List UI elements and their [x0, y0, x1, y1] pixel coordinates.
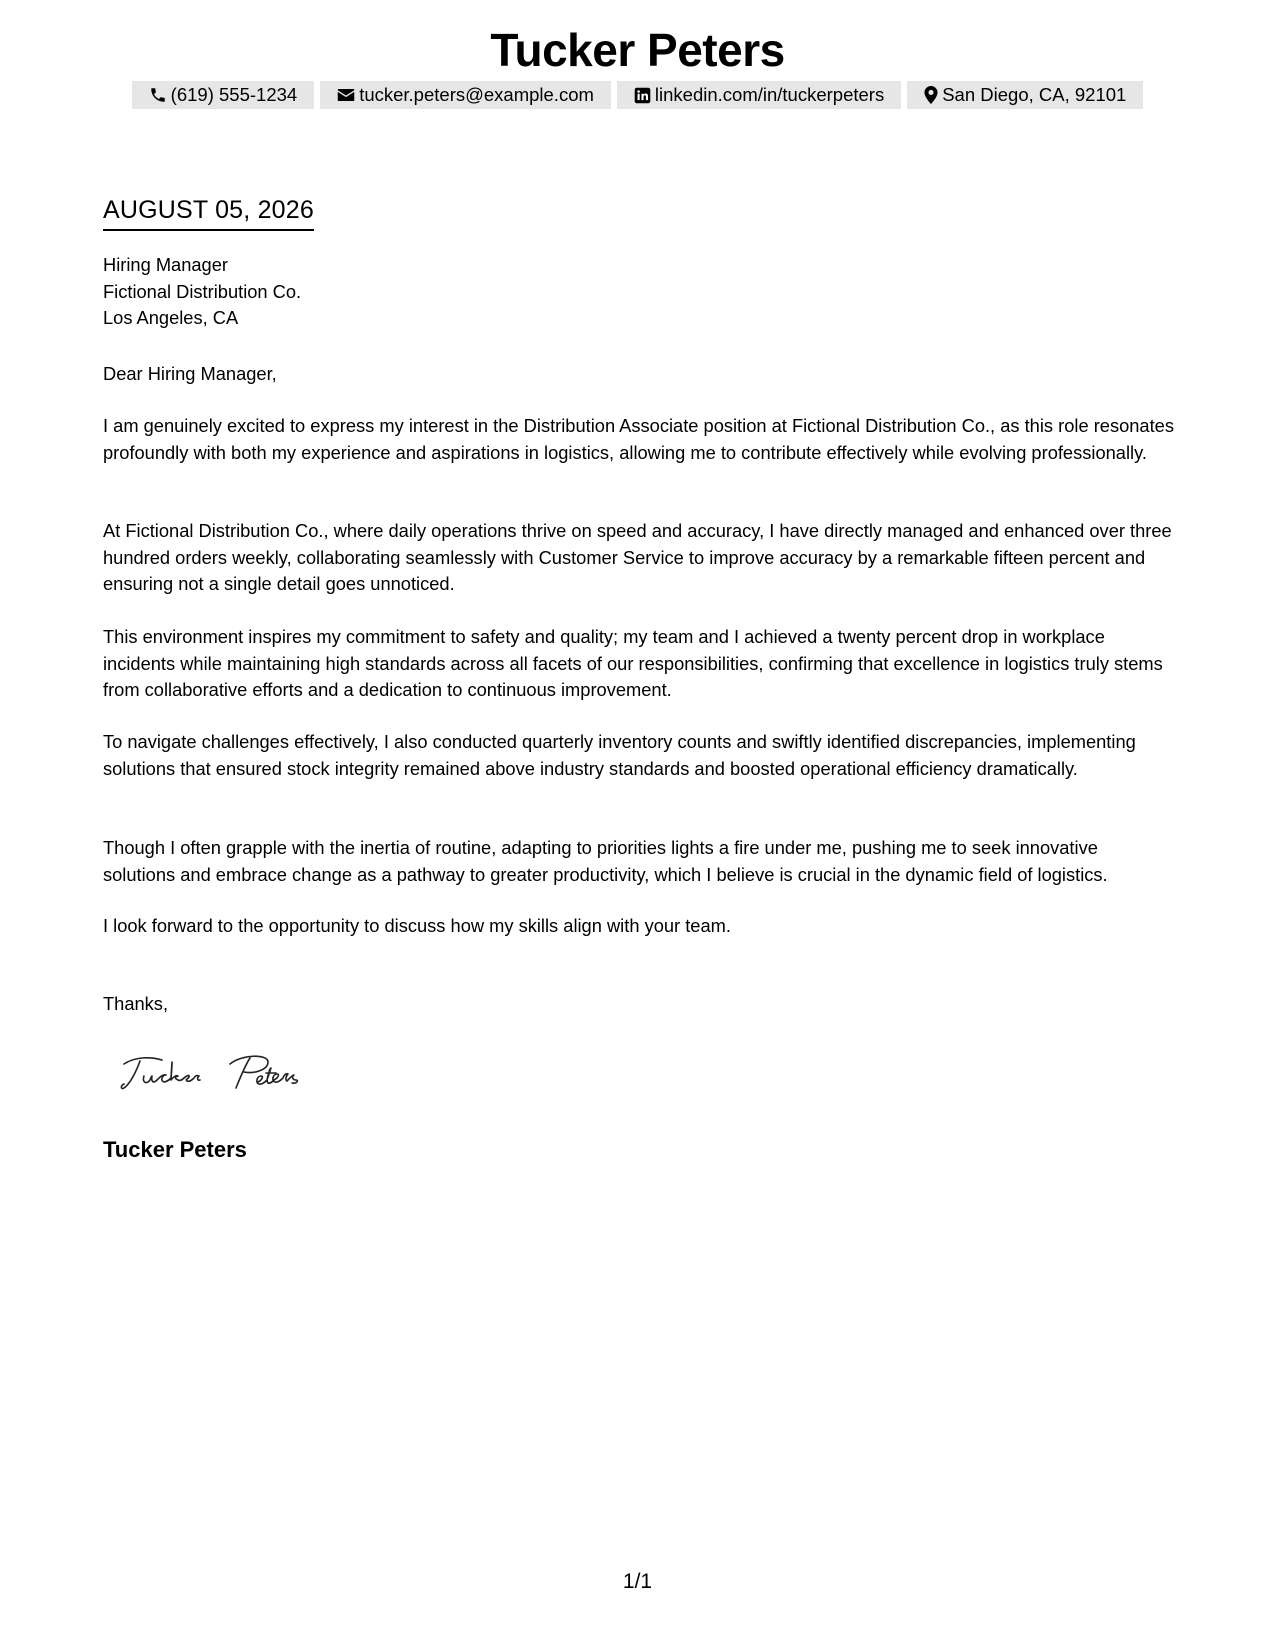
- letter-paragraph: I am genuinely excited to express my interest in the Distribution Associate position at Fictional Distribution Co., as this role resonates profoundly with both my experience and aspirations in logistics, allowing me to contribute effectively while evolving professionally.: [103, 415, 1174, 463]
- recipient-location: Los Angeles, CA: [103, 307, 239, 328]
- contact-linkedin[interactable]: [617, 81, 901, 109]
- recipient-title: Hiring Manager: [103, 254, 228, 275]
- contact-phone[interactable]: [132, 81, 315, 109]
- contact-location[interactable]: [907, 81, 1143, 109]
- applicant-name-heading: Tucker Peters: [490, 24, 785, 76]
- signature-image: [118, 1050, 348, 1100]
- contact-linkedin-text: linkedin.com/in/tuckerpeters: [654, 84, 885, 105]
- linkedin-icon: [634, 87, 651, 104]
- recipient-company: Fictional Distribution Co.: [103, 280, 302, 302]
- signed-name: Tucker Peters: [103, 1137, 247, 1162]
- phone-icon: [149, 86, 167, 104]
- page-number: 1/1: [622, 1570, 653, 1593]
- salutation: Dear Hiring Manager,: [103, 363, 277, 384]
- map-marker-icon: [924, 86, 938, 104]
- recipient-block: [103, 252, 1175, 332]
- letter-paragraph: To navigate challenges effectively, I also conducted quarterly inventory counts and swiftly identified discrepancies, implementing solutions that ensured stock integrity remained above industry standards and boosted operational efficiency dramatically.: [103, 731, 1136, 779]
- contact-email[interactable]: [320, 81, 611, 109]
- contact-email-text: tucker.peters@example.com: [359, 84, 594, 105]
- letter-paragraph: I look forward to the opportunity to discuss how my skills align with your team.: [103, 915, 731, 936]
- contact-phone-text: (619) 555-1234: [170, 84, 298, 105]
- envelope-icon: [337, 87, 355, 103]
- letter-paragraph: This environment inspires my commitment to safety and quality; my team and I achieved a twenty percent drop in workplace incidents while maintaining high standards across all facets of our responsibilities, confirming that excellence in logistics truly stems from collaborative efforts and a dedication to continuous improvement.: [103, 626, 1163, 700]
- closing: Thanks,: [103, 993, 169, 1014]
- letter-paragraph: Though I often grapple with the inertia of routine, adapting to priorities lights a fire under me, pushing me to seek innovative solutions and embrace change as a pathway to greater productivity, which I believe is crucial in the dynamic field of logistics.: [103, 837, 1108, 885]
- letter-paragraph: At Fictional Distribution Co., where daily operations thrive on speed and accuracy, I have directly managed and enhanced over three hundred orders weekly, collaborating seamlessly with Customer Service to improve accuracy by a remarkable fifteen percent and ensuring not a single detail goes unnoticed.: [103, 520, 1172, 594]
- letter-date: AUGUST 05, 2026: [103, 194, 314, 231]
- contact-bar: [0, 81, 1275, 109]
- contact-location-text: San Diego, CA, 92101: [942, 84, 1127, 105]
